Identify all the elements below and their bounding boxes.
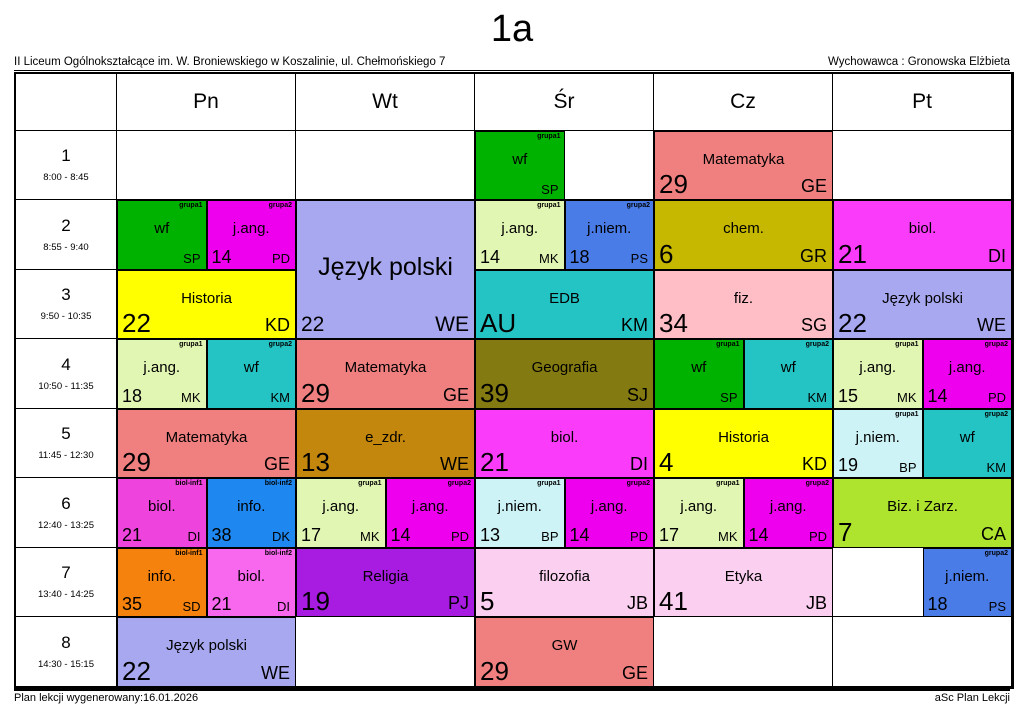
room-number: 14 bbox=[390, 524, 411, 545]
lesson-cell[interactable] bbox=[296, 478, 386, 548]
room-number: 14 bbox=[927, 385, 948, 406]
subject-label: info. bbox=[147, 567, 176, 585]
period-number: 4 bbox=[61, 354, 71, 374]
group-label: biol-inf1 bbox=[175, 480, 203, 487]
lesson-cell[interactable] bbox=[207, 339, 297, 409]
teacher-initials: SP bbox=[183, 251, 201, 267]
teacher-initials: PJ bbox=[447, 593, 469, 614]
period-time: 10:50 - 11:35 bbox=[38, 380, 94, 392]
subject-label: Historia bbox=[181, 289, 232, 307]
group-label: grupa1 bbox=[537, 132, 561, 140]
period-cell bbox=[16, 200, 117, 270]
teacher-initials: PD bbox=[808, 529, 827, 545]
teacher-initials: GE bbox=[263, 454, 290, 475]
lesson-cell[interactable] bbox=[117, 270, 296, 340]
subject-label: wf bbox=[780, 359, 796, 377]
subject-label: j.ang. bbox=[948, 359, 986, 377]
subject-label: Historia bbox=[718, 428, 769, 446]
teacher-initials: SJ bbox=[626, 384, 648, 405]
room-number: 35 bbox=[122, 594, 143, 615]
subject-label: filozofia bbox=[539, 567, 590, 585]
subject-label: biol. bbox=[908, 220, 937, 238]
group-label: biol-inf1 bbox=[175, 549, 203, 557]
lesson-cell[interactable] bbox=[117, 548, 207, 618]
room-number: 18 bbox=[569, 246, 590, 267]
subject-label: Język polski bbox=[882, 289, 963, 307]
teacher-initials: CA bbox=[980, 523, 1006, 544]
subject-label: EDB bbox=[549, 289, 580, 307]
subject-label: Język polski bbox=[318, 253, 453, 281]
lesson-cell[interactable] bbox=[475, 548, 654, 618]
teacher-initials: JB bbox=[805, 593, 827, 614]
group-label: biol-inf2 bbox=[264, 480, 292, 487]
teacher-initials: WE bbox=[261, 662, 290, 683]
subject-label: j.ang. bbox=[590, 498, 628, 516]
room-number: 4 bbox=[659, 447, 674, 478]
group-label: grupa2 bbox=[805, 480, 829, 487]
teacher-initials: GR bbox=[800, 245, 827, 266]
teacher-initials: BP bbox=[899, 459, 917, 475]
teacher-initials: WE bbox=[977, 315, 1006, 336]
subject-label: biol. bbox=[147, 498, 176, 516]
school-name: II Liceum Ogólnokształcące im. W. Broniewskiego w Koszalinie, ul. Chełmońskiego 7 bbox=[14, 55, 446, 68]
subject-label: j.ang. bbox=[411, 498, 449, 516]
room-number: 29 bbox=[122, 447, 151, 478]
lesson-cell[interactable] bbox=[565, 200, 655, 270]
room-number: 6 bbox=[659, 238, 674, 269]
period-cell bbox=[16, 548, 117, 618]
lesson-cell[interactable] bbox=[923, 339, 1013, 409]
teacher-initials: PS bbox=[988, 598, 1006, 614]
lesson-cell[interactable] bbox=[923, 548, 1013, 618]
teacher-initials: WE bbox=[435, 312, 469, 336]
teacher-initials: DI bbox=[988, 245, 1006, 266]
room-number: 22 bbox=[301, 312, 325, 336]
class-title: 1a bbox=[490, 8, 534, 50]
room-number: 22 bbox=[838, 308, 867, 339]
period-time: 9:50 - 10:35 bbox=[40, 311, 92, 323]
lesson-cell[interactable] bbox=[475, 270, 654, 340]
subject-label: Etyka bbox=[724, 567, 763, 585]
room-number: 15 bbox=[838, 385, 859, 406]
teacher-initials: BP bbox=[541, 529, 559, 545]
subject-label: Geografia bbox=[531, 359, 598, 377]
room-number: 29 bbox=[659, 169, 688, 200]
lesson-cell[interactable] bbox=[117, 200, 207, 270]
subject-label: wf bbox=[512, 150, 528, 168]
group-label: grupa1 bbox=[895, 410, 919, 418]
group-label: grupa2 bbox=[984, 410, 1008, 418]
teacher-initials: JB bbox=[626, 593, 648, 614]
lesson-cell[interactable] bbox=[386, 478, 476, 548]
day-header-pn: Pn bbox=[117, 74, 296, 131]
period-number: 8 bbox=[61, 632, 71, 652]
period-number: 1 bbox=[61, 146, 71, 166]
subject-label: j.niem. bbox=[587, 220, 632, 238]
group-label: grupa1 bbox=[537, 202, 561, 209]
teacher-initials: PD bbox=[271, 251, 290, 267]
lesson-cell[interactable] bbox=[833, 200, 1012, 270]
room-number: 19 bbox=[838, 455, 859, 476]
subject-label: Matematyka bbox=[344, 359, 427, 377]
lesson-cell[interactable] bbox=[117, 617, 296, 687]
day-header-pt: Pt bbox=[833, 74, 1012, 131]
corner-cell bbox=[16, 74, 117, 131]
subject-label: fiz. bbox=[733, 289, 754, 307]
period-cell bbox=[16, 617, 117, 687]
empty-slot bbox=[117, 131, 296, 201]
subject-label: j.niem. bbox=[945, 567, 990, 585]
group-label: grupa2 bbox=[626, 480, 650, 487]
period-number: 2 bbox=[61, 215, 71, 235]
subject-label: j.ang. bbox=[859, 359, 897, 377]
lesson-cell[interactable] bbox=[117, 409, 296, 479]
group-label: grupa2 bbox=[805, 341, 829, 348]
teacher-initials: KM bbox=[807, 390, 827, 406]
teacher-initials: MK bbox=[897, 390, 917, 406]
group-label: grupa1 bbox=[716, 341, 740, 348]
teacher-initials: PS bbox=[630, 251, 648, 267]
period-cell bbox=[16, 478, 117, 548]
group-label: grupa1 bbox=[179, 202, 203, 209]
teacher-initials: KM bbox=[986, 459, 1006, 475]
subject-label: wf bbox=[243, 359, 259, 377]
group-label: grupa2 bbox=[268, 341, 292, 348]
asc-brand: aSc Plan Lekcji bbox=[934, 691, 1010, 704]
room-number: 13 bbox=[301, 447, 330, 478]
subject-label: j.ang. bbox=[769, 498, 807, 516]
period-cell bbox=[16, 339, 117, 409]
group-label: grupa2 bbox=[984, 341, 1008, 348]
lesson-cell[interactable] bbox=[654, 270, 833, 340]
period-number: 3 bbox=[61, 285, 71, 305]
subject-label: j.ang. bbox=[322, 498, 360, 516]
room-number: 21 bbox=[480, 447, 509, 478]
room-number: 17 bbox=[659, 524, 680, 545]
day-header-cz: Cz bbox=[654, 74, 833, 131]
group-label: grupa1 bbox=[537, 480, 561, 487]
lesson-cell[interactable] bbox=[207, 548, 297, 618]
room-number: 29 bbox=[480, 655, 509, 686]
subject-label: GW bbox=[551, 637, 578, 655]
lesson-cell[interactable] bbox=[475, 200, 565, 270]
room-number: 34 bbox=[659, 308, 688, 339]
subject-label: e_zdr. bbox=[365, 428, 406, 446]
group-label: grupa2 bbox=[268, 202, 292, 209]
lesson-cell[interactable] bbox=[923, 409, 1013, 479]
lesson-cell[interactable] bbox=[654, 409, 833, 479]
footer bbox=[14, 689, 1010, 704]
lesson-cell[interactable] bbox=[475, 131, 565, 201]
teacher-initials: SP bbox=[541, 181, 559, 197]
subject-label: j.ang. bbox=[232, 220, 270, 238]
subheader bbox=[14, 56, 1010, 71]
lesson-cell[interactable] bbox=[207, 200, 297, 270]
lesson-cell[interactable] bbox=[296, 339, 475, 409]
teacher-initials: GE bbox=[800, 176, 827, 197]
room-number: 18 bbox=[927, 594, 948, 615]
teacher-initials: MK bbox=[181, 390, 201, 406]
teacher-initials: SG bbox=[800, 315, 827, 336]
subject-label: j.ang. bbox=[143, 359, 181, 377]
group-label: grupa1 bbox=[895, 341, 919, 348]
room-number: 41 bbox=[659, 586, 688, 617]
empty-slot bbox=[296, 617, 475, 687]
group-label: grupa1 bbox=[716, 480, 740, 487]
room-number: 14 bbox=[569, 524, 590, 545]
lesson-cell[interactable] bbox=[475, 617, 654, 687]
teacher-initials: WE bbox=[440, 454, 469, 475]
teacher-initials: DI bbox=[187, 529, 201, 545]
teacher-initials: DI bbox=[630, 454, 648, 475]
room-number: 39 bbox=[480, 377, 509, 408]
day-header-sr: Śr bbox=[475, 74, 654, 131]
room-number: 21 bbox=[838, 238, 867, 269]
period-time: 8:00 - 8:45 bbox=[43, 172, 89, 184]
timetable-grid bbox=[14, 72, 1014, 689]
lesson-cell[interactable] bbox=[296, 409, 475, 479]
room-number: 38 bbox=[211, 524, 232, 545]
lesson-cell[interactable] bbox=[565, 478, 655, 548]
period-time: 11:45 - 12:30 bbox=[38, 450, 94, 462]
room-number: 14 bbox=[748, 524, 769, 545]
lesson-cell[interactable] bbox=[654, 548, 833, 618]
lesson-cell[interactable] bbox=[744, 478, 834, 548]
lesson-cell[interactable] bbox=[833, 339, 923, 409]
subject-label: info. bbox=[237, 498, 266, 516]
period-cell bbox=[16, 270, 117, 340]
subject-label: Biz. i Zarz. bbox=[887, 498, 958, 516]
subject-label: wf bbox=[154, 220, 170, 238]
teacher-initials: PD bbox=[450, 529, 469, 545]
room-number: 21 bbox=[122, 524, 143, 545]
room-number: 21 bbox=[211, 594, 232, 615]
room-number: 5 bbox=[480, 586, 495, 617]
room-number: AU bbox=[480, 308, 517, 339]
group-label: grupa1 bbox=[358, 480, 382, 487]
group-label: grupa2 bbox=[626, 202, 650, 209]
subject-label: wf bbox=[959, 428, 975, 446]
lesson-cell[interactable] bbox=[475, 339, 654, 409]
lesson-cell[interactable] bbox=[833, 409, 923, 479]
room-number: 14 bbox=[211, 246, 232, 267]
lesson-cell[interactable] bbox=[654, 478, 744, 548]
subject-label: Matematyka bbox=[702, 150, 785, 168]
teacher-initials: KD bbox=[801, 454, 827, 475]
period-cell bbox=[16, 131, 117, 201]
lesson-cell[interactable] bbox=[475, 478, 565, 548]
group-label: grupa1 bbox=[179, 341, 203, 348]
room-number: 18 bbox=[122, 385, 143, 406]
day-header-wt: Wt bbox=[296, 74, 475, 131]
room-number: 17 bbox=[301, 524, 322, 545]
group-label: grupa2 bbox=[984, 549, 1008, 557]
period-number: 7 bbox=[61, 563, 71, 583]
lesson-cell[interactable] bbox=[744, 339, 834, 409]
period-number: 5 bbox=[61, 424, 71, 444]
teacher-initials: SP bbox=[720, 390, 738, 406]
empty-slot bbox=[296, 131, 475, 201]
teacher-initials: DK bbox=[271, 529, 290, 545]
lesson-cell[interactable] bbox=[475, 409, 654, 479]
teacher-initials: MK bbox=[539, 251, 559, 267]
room-number: 19 bbox=[301, 586, 330, 617]
room-number: 13 bbox=[480, 524, 501, 545]
room-number: 7 bbox=[838, 516, 853, 547]
lesson-cell[interactable] bbox=[207, 478, 297, 548]
teacher-initials: KM bbox=[270, 390, 290, 406]
subject-label: j.niem. bbox=[497, 498, 542, 516]
subject-label: j.ang. bbox=[501, 220, 539, 238]
empty-slot bbox=[833, 131, 1012, 201]
teacher-initials: PD bbox=[629, 529, 648, 545]
tutor-name: Wychowawca : Gronowska Elżbieta bbox=[827, 55, 1010, 68]
teacher-initials: MK bbox=[718, 529, 738, 545]
lesson-cell[interactable] bbox=[833, 270, 1012, 340]
group-label: grupa2 bbox=[447, 480, 471, 487]
subject-label: j.ang. bbox=[680, 498, 718, 516]
room-number: 22 bbox=[122, 308, 151, 339]
teacher-initials: GE bbox=[442, 384, 469, 405]
period-cell bbox=[16, 409, 117, 479]
teacher-initials: SD bbox=[182, 598, 201, 614]
subject-label: Matematyka bbox=[165, 428, 248, 446]
period-time: 13:40 - 14:25 bbox=[38, 589, 94, 601]
subject-label: biol. bbox=[237, 567, 266, 585]
group-label: biol-inf2 bbox=[264, 549, 292, 557]
empty-slot bbox=[833, 617, 1012, 687]
lesson-cell[interactable] bbox=[654, 339, 744, 409]
teacher-initials: GE bbox=[621, 662, 648, 683]
lesson-cell[interactable] bbox=[654, 200, 833, 270]
subject-label: Język polski bbox=[166, 637, 247, 655]
teacher-initials: PD bbox=[987, 390, 1006, 406]
teacher-initials: DI bbox=[277, 598, 290, 614]
room-number: 14 bbox=[480, 246, 501, 267]
subject-label: Religia bbox=[362, 567, 409, 585]
teacher-initials: KM bbox=[621, 315, 648, 336]
lesson-cell[interactable] bbox=[296, 548, 475, 618]
teacher-initials: KD bbox=[264, 315, 290, 336]
period-time: 8:55 - 9:40 bbox=[43, 241, 89, 253]
lesson-cell[interactable] bbox=[117, 339, 207, 409]
lesson-cell[interactable] bbox=[833, 478, 1012, 548]
lesson-cell[interactable] bbox=[117, 478, 207, 548]
period-time: 14:30 - 15:15 bbox=[38, 658, 94, 670]
subject-label: j.niem. bbox=[855, 428, 900, 446]
period-time: 12:40 - 13:25 bbox=[38, 519, 94, 531]
room-number: 22 bbox=[122, 655, 151, 686]
lesson-cell[interactable] bbox=[296, 200, 475, 339]
room-number: 29 bbox=[301, 377, 330, 408]
subject-label: wf bbox=[691, 359, 707, 377]
subject-label: chem. bbox=[723, 220, 764, 238]
subject-label: biol. bbox=[550, 428, 579, 446]
teacher-initials: MK bbox=[360, 529, 380, 545]
empty-slot bbox=[654, 617, 833, 687]
period-number: 6 bbox=[61, 493, 71, 513]
lesson-cell[interactable] bbox=[654, 131, 833, 201]
generated-date: Plan lekcji wygenerowany:16.01.2026 bbox=[14, 691, 199, 704]
